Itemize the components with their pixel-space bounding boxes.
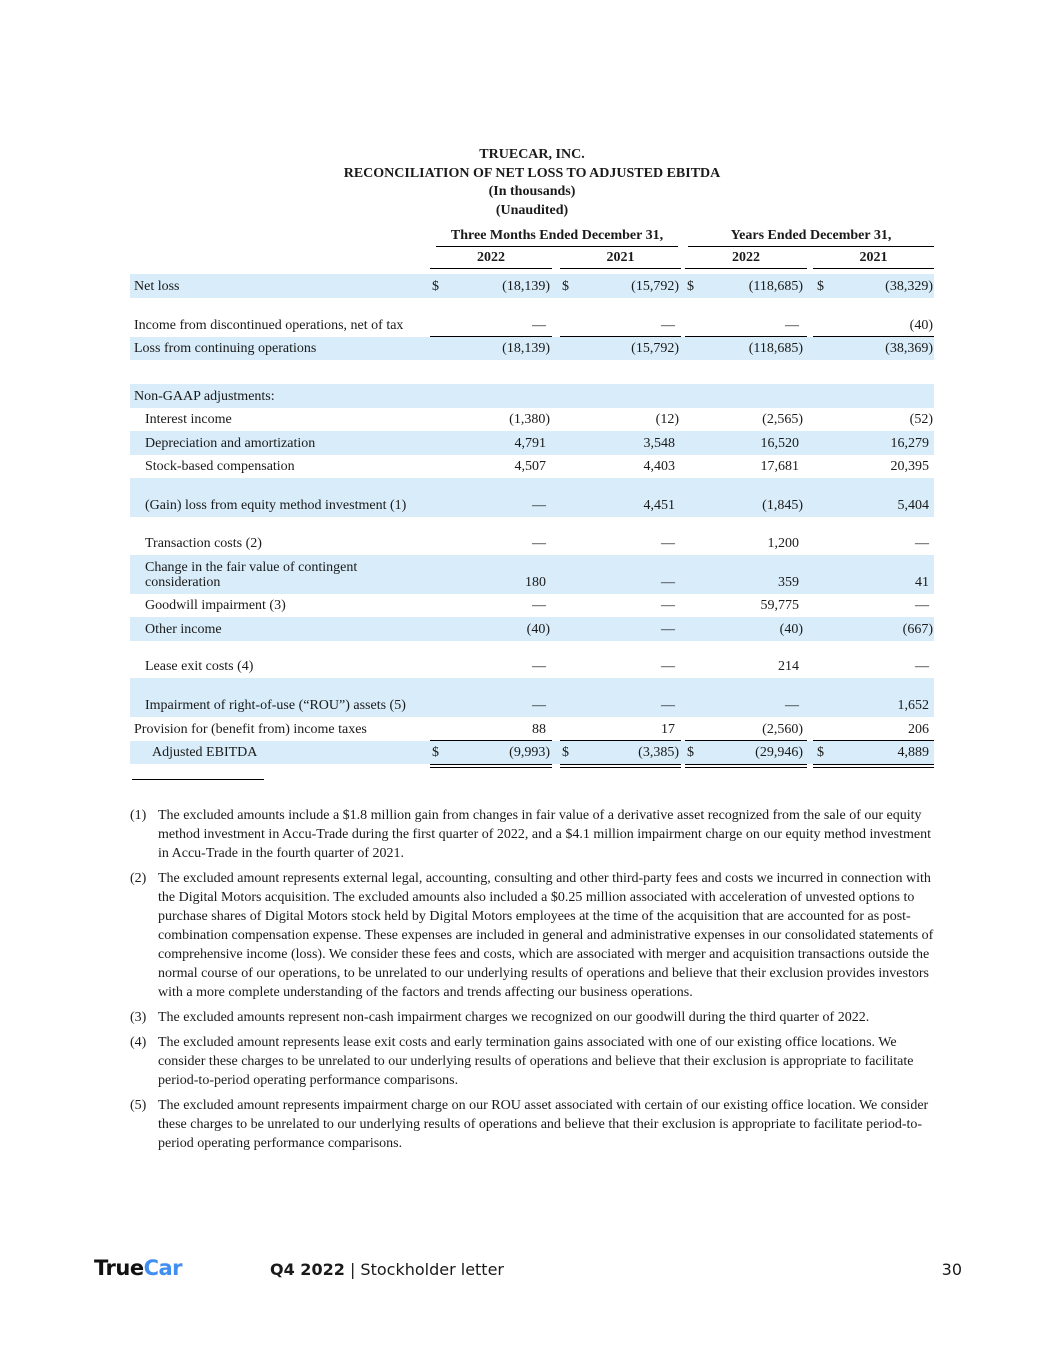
value-cell: 4,889 [897, 745, 929, 760]
footer-quarter: Q4 2022 [270, 1260, 345, 1279]
statement-title [132, 146, 932, 220]
value-cell: — [532, 598, 546, 613]
spacer [130, 517, 934, 531]
value-cell: — [785, 698, 799, 713]
period-header-row [130, 226, 934, 250]
value-cell: 16,279 [890, 435, 929, 451]
footnote-number: (4) [130, 1035, 147, 1050]
value-cell: 17 [661, 721, 675, 737]
value-cell: — [661, 535, 675, 551]
value-cell: 88 [532, 721, 546, 737]
value-cell: (40) [909, 317, 933, 333]
value-cell: 1,652 [897, 698, 929, 713]
spacer [130, 641, 934, 655]
footnote-divider [132, 779, 264, 780]
year-header-row [130, 250, 934, 274]
value-cell: (40) [779, 621, 803, 637]
value-cell: (1,380) [509, 412, 550, 427]
row-label: Net loss [134, 278, 180, 294]
value-cell: 4,791 [514, 435, 546, 451]
footer-caption [270, 1260, 504, 1279]
table-row [130, 717, 934, 741]
value-cell: (118,685) [748, 278, 803, 294]
table-row [130, 408, 934, 432]
table-row [130, 617, 934, 641]
value-cell: 59,775 [760, 598, 799, 613]
value-cell: — [785, 317, 799, 333]
value-cell: — [661, 574, 675, 590]
currency-symbol: $ [432, 745, 439, 760]
value-cell: 4,507 [514, 459, 546, 474]
table-row [130, 655, 934, 679]
table-row [130, 531, 934, 555]
row-label: Depreciation and amortization [145, 435, 316, 451]
value-cell: (18,139) [502, 341, 550, 356]
footnote [130, 806, 936, 863]
currency-symbol: $ [432, 278, 439, 294]
footnote-number: (5) [130, 1098, 147, 1113]
footnote [130, 1008, 936, 1027]
value-cell: 1,200 [767, 535, 799, 551]
value-cell: — [532, 698, 546, 713]
table-row [130, 678, 934, 717]
value-cell: (2,560) [762, 721, 803, 737]
row-label: Other income [145, 621, 222, 637]
footnote-text: The excluded amounts include a $1.8 million gain from changes in fair value of a derivative asset recognized from the sale of our equity method investment in Accu-Trade during the first quarter of 2022, and a $4.1 million impairment charge on our equity method investment in Accu-Trade in the fourth quarter of 2021. [158, 808, 931, 861]
header-three-months: Three Months Ended December 31, [436, 228, 678, 247]
table-row [130, 555, 934, 594]
section-header-row [130, 384, 934, 408]
row-label: Interest income [145, 412, 232, 427]
value-cell: 4,403 [643, 459, 675, 474]
value-cell: (38,329) [885, 278, 933, 294]
truecar-logo: TrueCar [94, 1256, 183, 1280]
spacer [130, 360, 934, 384]
value-cell: 214 [778, 659, 799, 674]
value-cell: — [532, 659, 546, 674]
value-cell: — [915, 598, 929, 613]
footnote-number: (1) [130, 808, 147, 823]
total-double-rule [430, 764, 552, 768]
value-cell: (9,993) [509, 745, 550, 760]
units-note: (In thousands) [488, 184, 576, 199]
page-footer [94, 1256, 964, 1284]
currency-symbol: $ [817, 278, 824, 294]
page-number: 30 [941, 1260, 962, 1279]
table-row [130, 431, 934, 455]
value-cell: (15,792) [631, 278, 679, 294]
statement-name: RECONCILIATION OF NET LOSS TO ADJUSTED EBITDA [343, 165, 721, 181]
row-label: Impairment of right-of-use (“ROU”) assets (5) [145, 698, 406, 713]
value-cell: 16,520 [760, 435, 799, 451]
footer-doc-name: Stockholder letter [360, 1260, 504, 1279]
table-row [130, 298, 934, 337]
row-label: Transaction costs (2) [145, 535, 262, 551]
footnote-text: The excluded amount represents external legal, accounting, consulting and other third-party fees and costs we incurred in connection with the Digital Motors acquisition. The excluded amounts also included a $0.25 million associated with acceleration of unvested options to purchase shares of Digital Motors stock held by Digital Motors employees at the time of the acquisition that are accounted for as post-combination compensation expense. These expenses are included in general and administrative expenses in our consolidated statements of comprehensive income (loss). We consider these fees and costs, which are associated with merger and acquisition transactions outside the normal course of our operations, to be unrelated to our underlying results of operations and believe that their exclusion provides investors with a more complete understanding of the factors and trends affecting our business operations. [158, 871, 934, 1000]
value-cell: 20,395 [890, 459, 929, 474]
header-year: 2022 [430, 250, 552, 269]
row-label: Loss from continuing operations [134, 341, 317, 356]
currency-symbol: $ [562, 278, 569, 294]
currency-symbol: $ [562, 745, 569, 760]
value-cell: (1,845) [762, 498, 803, 513]
row-label: Adjusted EBITDA [152, 745, 258, 760]
table-row [130, 337, 934, 361]
footnote-number: (3) [130, 1010, 147, 1025]
value-cell: — [915, 659, 929, 674]
footer-separator: | [349, 1260, 356, 1279]
footnotes [130, 806, 936, 1159]
row-label: Goodwill impairment (3) [145, 598, 286, 613]
value-cell: (3,385) [638, 745, 679, 760]
total-double-rule [685, 764, 807, 768]
footnote-text: The excluded amount represents impairment charge on our ROU asset associated with certain of our existing office location. We consider these charges to be unrelated to our underlying results of operations and believe that their exclusion is appropriate to facilitate period-to-period operating performance comparisons. [158, 1098, 929, 1151]
footnote-text: The excluded amount represents lease exit costs and early termination gains associated with one of our existing office locations. We consider these charges to be unrelated to our underlying results of operations and believe that their exclusion is appropriate to facilitate period-to-period operating performance comparisons. [158, 1035, 914, 1088]
value-cell: — [661, 317, 675, 333]
value-cell: 5,404 [897, 498, 929, 513]
value-cell: 3,548 [643, 435, 675, 451]
company-name: TRUECAR, INC. [479, 147, 585, 162]
table-row [130, 274, 934, 298]
row-label: Change in the fair value of contingent consideration [145, 559, 358, 590]
footnote [130, 869, 936, 1002]
value-cell: 17,681 [760, 459, 799, 474]
footnote [130, 1096, 936, 1153]
currency-symbol: $ [687, 278, 694, 294]
value-cell: 4,451 [643, 498, 675, 513]
section-label: Non-GAAP adjustments: [134, 388, 275, 404]
value-cell: (2,565) [762, 412, 803, 427]
row-label: Lease exit costs (4) [145, 659, 254, 674]
row-label: Provision for (benefit from) income taxes [134, 721, 367, 737]
value-cell: — [661, 698, 675, 713]
value-cell: (18,139) [502, 278, 550, 294]
value-cell: (52) [909, 412, 933, 427]
total-double-rule [560, 764, 681, 768]
total-row [130, 741, 934, 765]
value-cell: — [915, 535, 929, 551]
value-cell: (667) [902, 621, 933, 637]
header-year: 2021 [560, 250, 681, 269]
currency-symbol: $ [817, 745, 824, 760]
header-year: 2022 [685, 250, 807, 269]
footnote-number: (2) [130, 871, 147, 886]
currency-symbol: $ [687, 745, 694, 760]
value-cell: (12) [655, 412, 679, 427]
header-year: 2021 [813, 250, 934, 269]
header-years: Years Ended December 31, [688, 228, 934, 247]
footnote [130, 1033, 936, 1090]
reconciliation-table [130, 226, 934, 764]
audit-note: (Unaudited) [495, 202, 569, 218]
value-cell: 206 [908, 721, 929, 737]
total-double-rule [813, 764, 934, 768]
value-cell: — [661, 621, 675, 637]
row-label: Stock-based compensation [145, 459, 295, 474]
table-row [130, 478, 934, 517]
row-label: Income from discontinued operations, net of tax [134, 317, 404, 333]
value-cell: (40) [526, 621, 550, 637]
value-cell: 41 [915, 574, 929, 590]
value-cell: — [532, 535, 546, 551]
value-cell: — [661, 598, 675, 613]
value-cell: (38,369) [885, 341, 933, 356]
value-cell: — [532, 317, 546, 333]
table-row [130, 455, 934, 479]
footnote-text: The excluded amounts represent non-cash impairment charges we recognized on our goodwill during the third quarter of 2022. [158, 1010, 870, 1025]
value-cell: 180 [525, 574, 546, 590]
value-cell: — [532, 498, 546, 513]
value-cell: 359 [778, 574, 799, 590]
table-row [130, 594, 934, 618]
value-cell: (29,946) [755, 745, 803, 760]
value-cell: — [661, 659, 675, 674]
value-cell: (118,685) [748, 341, 803, 356]
row-label: (Gain) loss from equity method investment (1) [145, 498, 407, 513]
value-cell: (15,792) [631, 341, 679, 356]
